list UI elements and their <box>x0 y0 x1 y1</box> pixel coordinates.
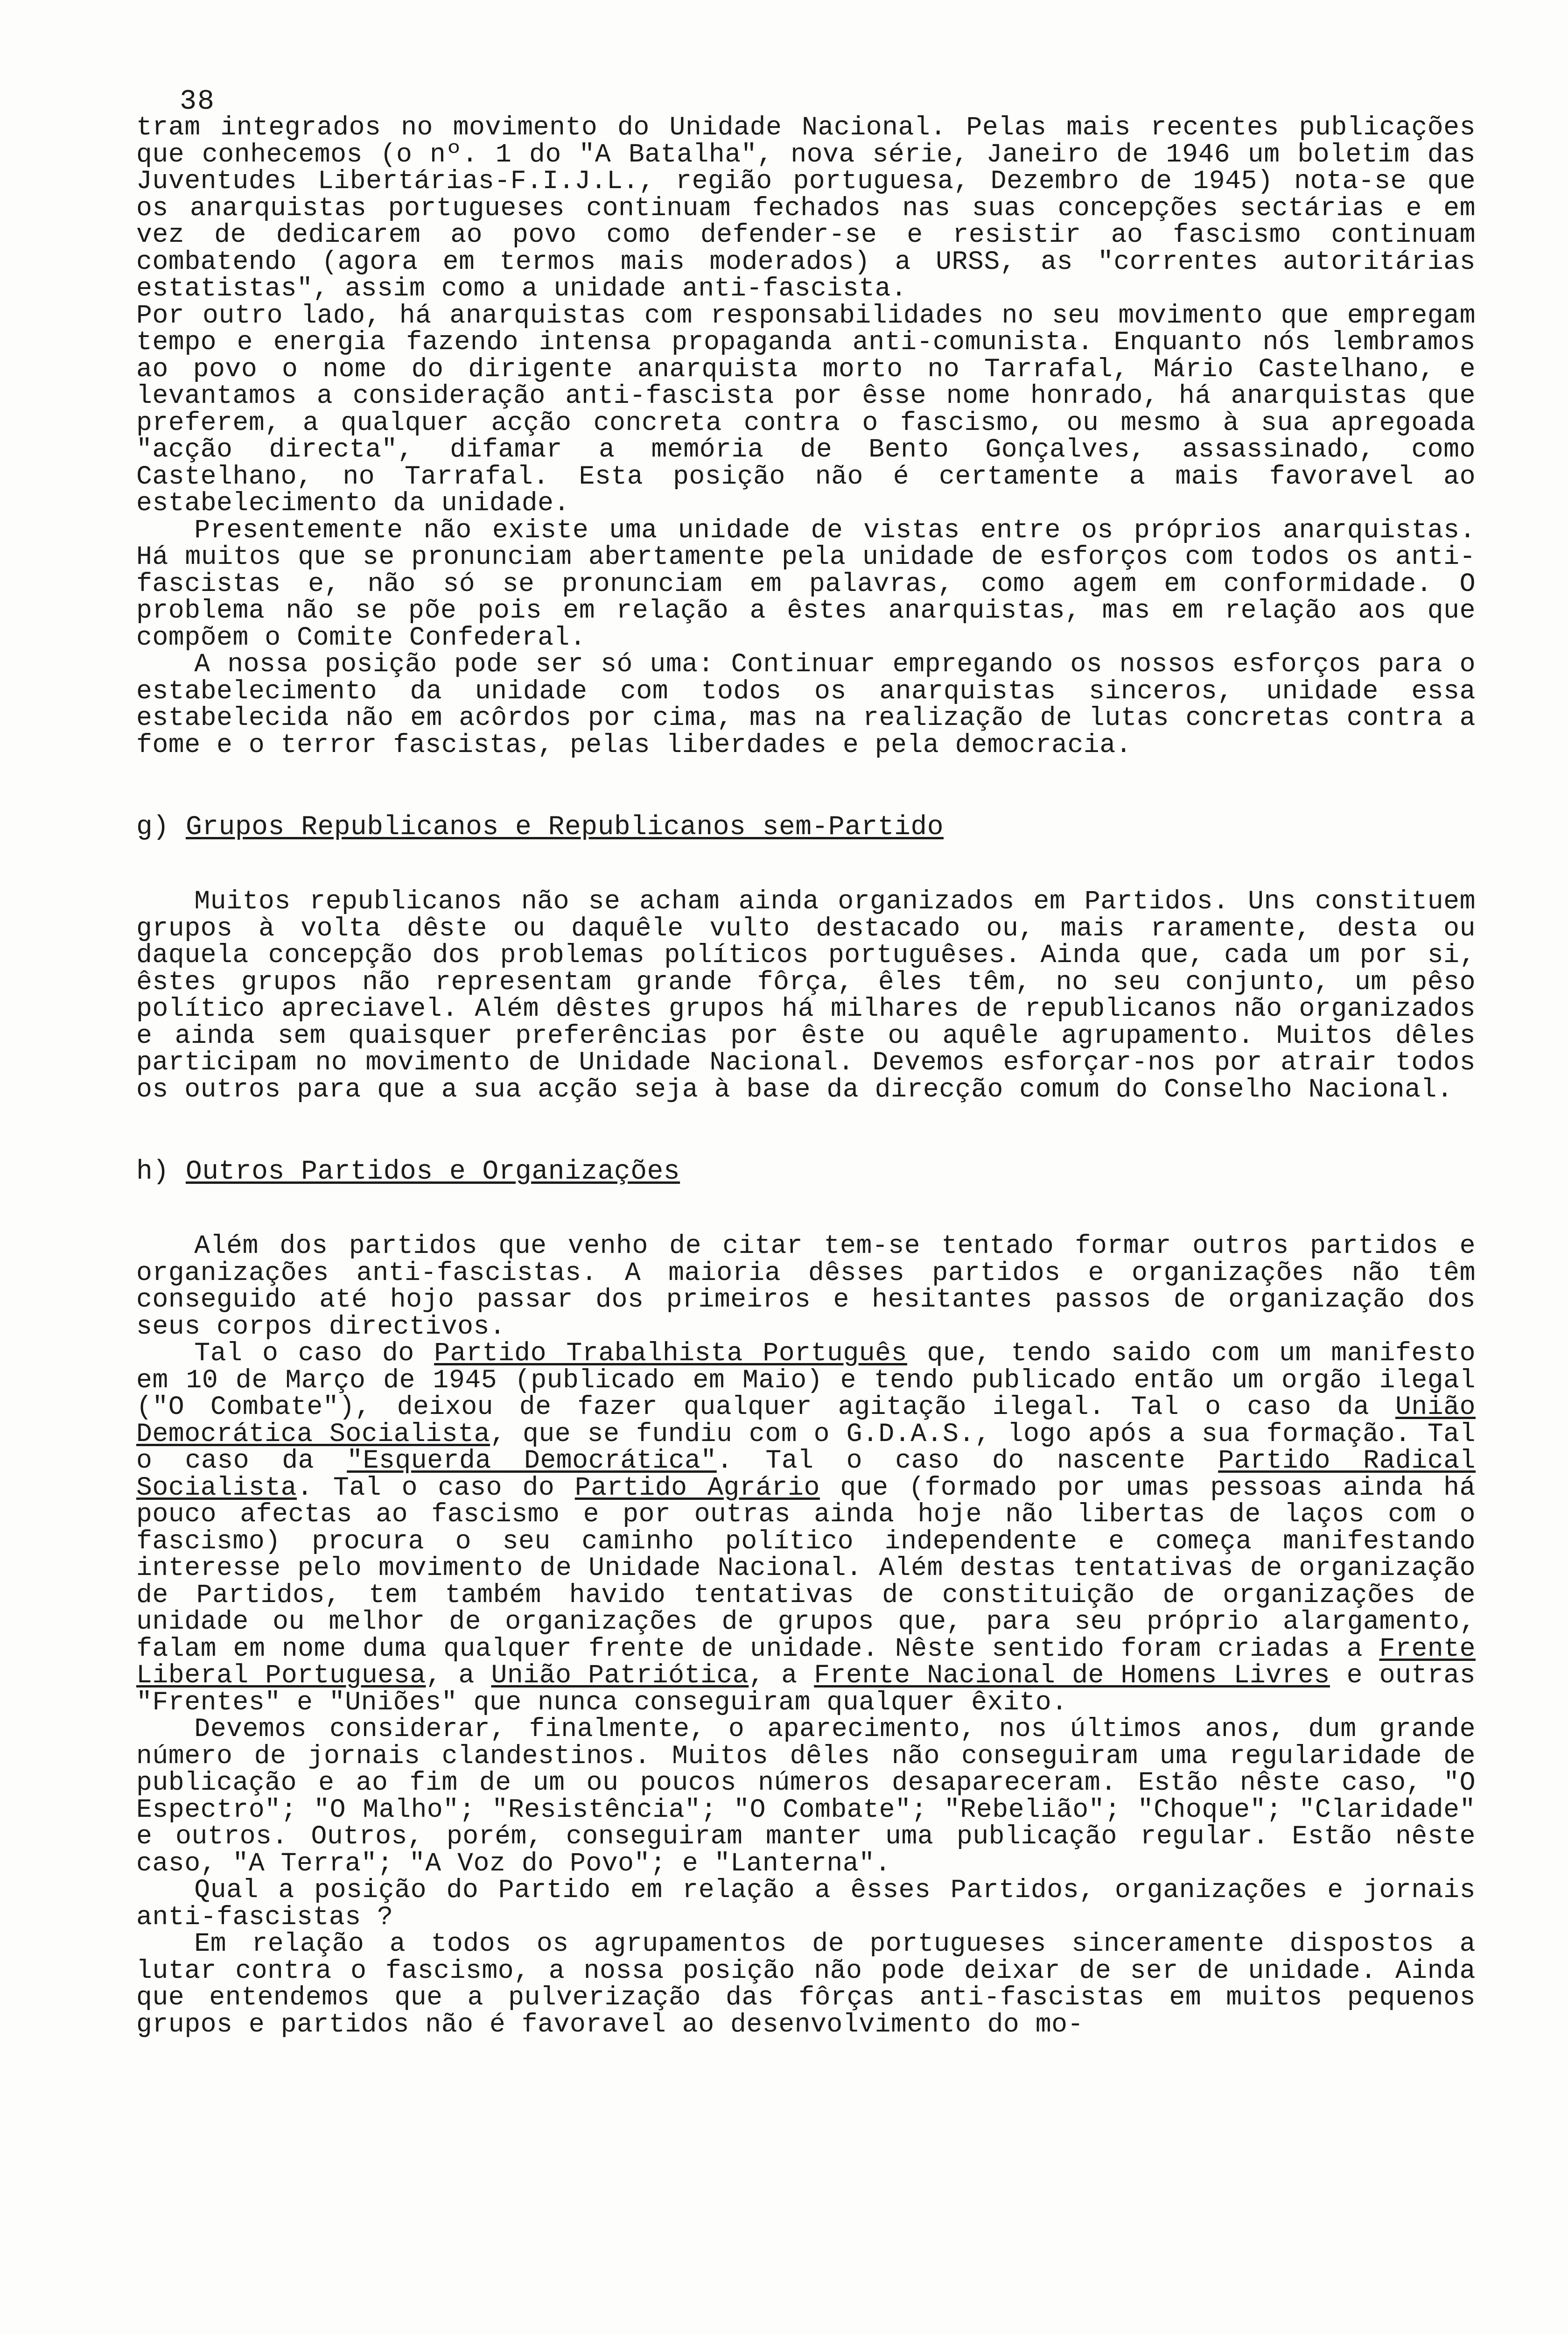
text-run: Tal o caso do <box>194 1338 434 1368</box>
page-number: 38 <box>180 86 216 118</box>
paragraph-anarquistas-publicacoes: tram integrados no movimento do Unidade Nacional. Pelas mais recentes publicações que conhecemos (o nº. 1 do "A Batalha", nova série, Janeiro de 1946 um boletim das Juventudes Libertárias-F.I.J.L., região portuguesa, Dezembro de 1945) nota-se que os anarquistas portugueses continuam fechados nas suas concepções sectárias e em vez de dedicarem ao povo como defender-se e resistir ao fascismo continuam combatendo (agora em termos mais moderados) a URSS, as "correntes autoritárias estatistas", assim como a unidade anti-fascista. <box>136 112 1476 303</box>
section-gap <box>136 1103 1476 1158</box>
party-name-radical-socialista: Partido Radical Socialista <box>136 1446 1476 1503</box>
party-name-uniao-democratica: União Democrática Socialista <box>136 1392 1476 1449</box>
paragraph-pergunta-posicao: Qual a posição do Partido em relação a êsses Partidos, organizações e jornais anti-fascistas ? <box>136 1875 1476 1932</box>
paragraph-republicanos: Muitos republicanos não se acham ainda organizados em Partidos. Uns constituem grupos à volta dêste ou daquêle vulto destacado ou, mais raramente, desta ou daquela concepção dos problemas políticos portuguêses. Ainda que, cada um por si, êstes grupos não representam grande fôrça, êles têm, no seu conjunto, um pêso político apreciavel. Além dêstes grupos há milhares de republicanos não organizados e ainda sem quaisquer preferências por êste ou aquêle agrupamento. Muitos dêles participam no movimento de Unidade Nacional. Devemos esforçar-nos por atrair todos os outros para que a sua acção seja à base da direcção comum do Conselho Nacional. <box>136 886 1476 1104</box>
section-title-h: Outros Partidos e Organizações <box>185 1157 680 1187</box>
section-gap <box>136 1186 1476 1233</box>
text-run: que, tendo saido com um manifesto em 10 de Março de 1945 (publicado em Maio) e tendo publicado então um orgão ilegal ("O Combate"), deixou de fazer qualquer agitação ilegal. Tal o caso da <box>136 1338 1476 1422</box>
paragraph-posicao-unidade: Em relação a todos os agrupamentos de portugueses sinceramente dispostos a lutar contra o fascismo, a nossa posição não pode deixar de ser de unidade. Ainda que entendemos que a pulverização das fôrças anti-fascistas em muitos pequenos grupos e partidos não é favoravel ao desenvolvimento do mo- <box>136 1929 1476 2039</box>
text-run: e outras "Frentes" e "Uniões" que nunca conseguiram qualquer êxito. <box>136 1660 1476 1717</box>
document-body <box>136 114 1476 2038</box>
section-heading-h <box>136 1158 1476 1186</box>
text-run: , a <box>426 1660 491 1690</box>
paragraph-outros-partidos: Além dos partidos que venho de citar tem-se tentado formar outros partidos e organizações anti-fascistas. A maioria dêsses partidos e organizações não têm conseguido até hojo passar dos primeiros e hesitantes passos de organização dos seus corpos directivos. <box>136 1231 1476 1342</box>
text-run: que (formado por umas pessoas ainda há pouco afectas ao fascismo e por outras ainda hoje não libertas de laços com o fascismo) procura o seu caminho político independente e começa manifestando interesse pelo movimento de Unidade Nacional. Além destas tentativas de organização de Partidos, tem também havido tentativas de constituição de organizações de unidade ou melhor de organizações de grupos que, para seu próprio alargamento, falam em nome duma qualquer frente de unidade. Nêste sentido foram criadas a <box>136 1472 1476 1664</box>
paragraph-unidade-anarquistas: Presentemente não existe uma unidade de vistas entre os próprios anarquistas. Há muitos que se pronunciam abertamente pela unidade de esforços com todos os anti-fascistas e, não só se pronunciam em palavras, como agem em conformidade. O problema não se põe pois em relação a êstes anarquistas, mas em relação aos que compõem o Comite Confederal. <box>136 515 1476 653</box>
paragraph-propaganda-anti-comunista: Por outro lado, há anarquistas com responsabilidades no seu movimento que empregam tempo e energia fazendo intensa propaganda anti-comunista. Enquanto nós lembramos ao povo o nome do dirigente anarquista morto no Tarrafal, Mário Castelhano, e levantamos a consideração anti-fascista por êsse nome honrado, há anarquistas que preferem, a qualquer acção concreta contra o fascismo, ou mesmo à sua apregoada "acção directa", difamar a memória de Bento Gonçalves, assassinado, como Castelhano, no Tarrafal. Esta posição não é certamente a mais favoravel ao estabelecimento da unidade. <box>136 300 1476 518</box>
text-run: . Tal o caso do <box>297 1472 575 1503</box>
section-letter-h: h) <box>136 1157 169 1187</box>
party-name-trabalhista: Partido Trabalhista Português <box>434 1338 907 1368</box>
org-name-frente-nacional: Frente Nacional de Homens Livres <box>814 1660 1330 1690</box>
party-name-agrario: Partido Agrário <box>574 1472 820 1503</box>
section-gap <box>136 842 1476 888</box>
party-name-esquerda-democratica: "Esquerda Democrática" <box>347 1446 717 1476</box>
paragraph-jornais-clandestinos: Devemos considerar, finalmente, o aparecimento, nos últimos anos, dum grande número de jornais clandestinos. Muitos dêles não conseguiram uma regularidade de publicação e ao fim de um ou poucos números desapareceram. Estão nêste caso, "O Espectro"; "O Malho"; "Resistência"; "O Combate"; "Rebelião"; "Choque"; "Claridade" e outros. Outros, porém, conseguiram manter uma publicação regular. Estão nêste caso, "A Terra"; "A Voz do Povo"; e "Lanterna". <box>136 1714 1476 1878</box>
text-run: , que se fundiu com o G.D.A.S., logo após a sua formação. Tal o caso da <box>136 1419 1476 1476</box>
text-run: . Tal o caso do nascente <box>716 1446 1218 1476</box>
section-heading-g <box>136 814 1476 842</box>
org-name-frente-liberal: Frente Liberal Portuguesa <box>136 1633 1476 1690</box>
paragraph-casos-partidos <box>136 1340 1476 1716</box>
org-name-uniao-patriotica: União Patriótica <box>491 1660 749 1690</box>
text-run: , a <box>749 1660 814 1690</box>
section-letter-g: g) <box>136 812 169 843</box>
paragraph-posicao-anarquistas: A nossa posição pode ser só uma: Continuar empregando os nossos esforços para o estabelecimento da unidade com todos os anarquistas sinceros, unidade essa estabelecida não em acôrdos por cima, mas na realização de lutas concretas contra a fome e o terror fascistas, pelas liberdades e pela democracia. <box>136 649 1476 760</box>
section-title-g: Grupos Republicanos e Republicanos sem-Partido <box>185 812 944 843</box>
section-gap <box>136 759 1476 814</box>
